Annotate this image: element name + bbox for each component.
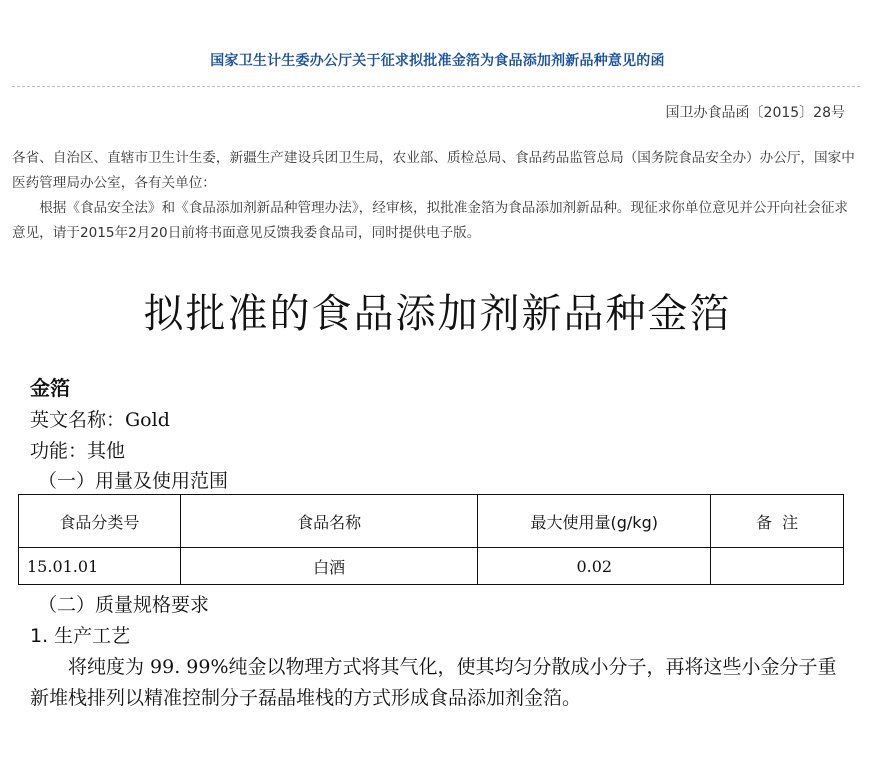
cell-max-usage: 0.02	[478, 548, 711, 585]
section-usage-heading: （一）用量及使用范围	[38, 470, 229, 492]
header-food-name: 食品名称	[180, 495, 478, 548]
cell-category-code: 15.01.01	[19, 548, 181, 585]
table-header-row	[19, 495, 844, 548]
addressee-text: 各省、自治区、直辖市卫生计生委，新疆生产建设兵团卫生局，农业部、质检总局、食品药品监管总局（国务院食品安全办）办公厅，国家中医药管理局办公室，各有关单位：	[12, 150, 855, 191]
header-category-code: 食品分类号	[19, 495, 181, 548]
subsection-process-heading: 1. 生产工艺	[30, 625, 131, 647]
table-row	[19, 548, 844, 585]
english-name: 英文名称：Gold	[30, 409, 170, 431]
document-number: 国卫办食品函〔2015〕28号	[665, 105, 845, 121]
attachment-heading: 拟批准的食品添加剂新品种金箔	[143, 291, 732, 337]
header-remarks: 备 注	[711, 495, 844, 548]
item-name: 金箔	[30, 376, 70, 400]
usage-table	[18, 494, 844, 585]
section-quality-heading: （二）质量规格要求	[38, 594, 210, 616]
notice-title: 国家卫生计生委办公厅关于征求拟批准金箔为食品添加剂新品种意见的函	[210, 53, 665, 69]
cell-remarks	[711, 548, 844, 585]
body-paragraph: 根据《食品安全法》和《食品添加剂新品种管理办法》，经审核，拟批准金箔为食品添加剂新品种。现征求你单位意见并公开向社会征求意见，请于2015年2月20日前将书面意见反馈我委食品司，同时提供电子版。	[12, 200, 849, 241]
title-divider	[12, 86, 860, 87]
process-paragraph: 将纯度为 99. 99%纯金以物理方式将其气化，使其均匀分散成小分子，再将这些小金分子重新堆栈排列以精准控制分子磊晶堆栈的方式形成食品添加剂金箔。	[30, 656, 837, 709]
cell-food-name: 白酒	[180, 548, 478, 585]
header-max-usage: 最大使用量(g/kg)	[478, 495, 711, 548]
function-line: 功能：其他	[30, 440, 126, 462]
